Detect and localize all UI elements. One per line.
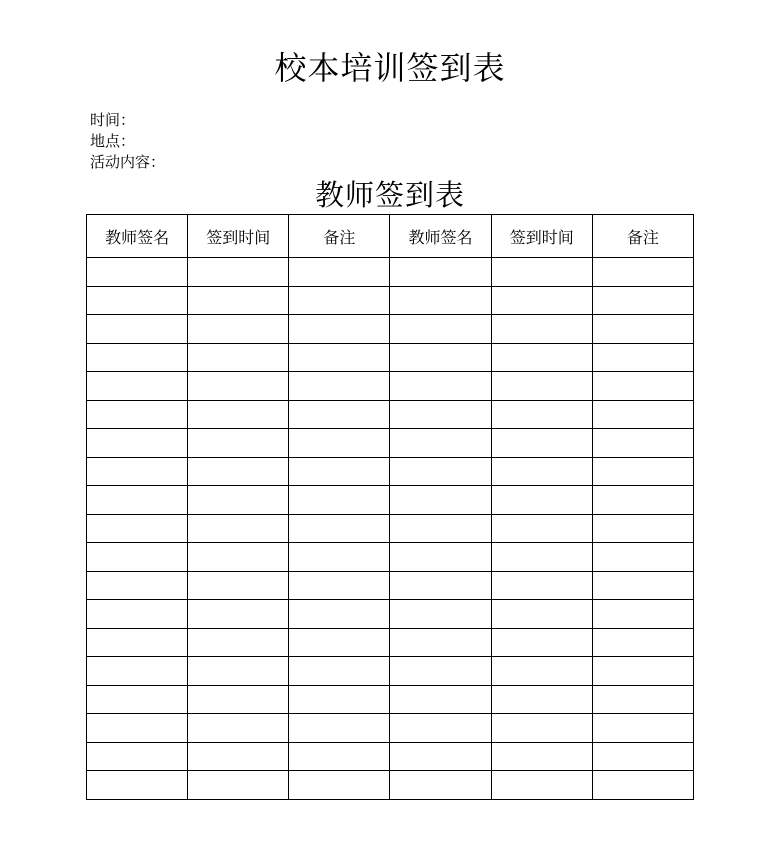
column-header-signin-time-1: 签到时间 <box>188 215 289 258</box>
table-cell <box>188 543 289 572</box>
table-cell <box>592 543 693 572</box>
table-cell <box>87 457 188 486</box>
table-cell <box>188 372 289 401</box>
table-cell <box>592 315 693 344</box>
table-cell <box>289 685 390 714</box>
table-cell <box>188 258 289 287</box>
table-cell <box>188 685 289 714</box>
table-cell <box>87 372 188 401</box>
table-row <box>87 372 694 401</box>
table-cell <box>289 514 390 543</box>
table-cell <box>87 600 188 629</box>
table-cell <box>491 400 592 429</box>
table-cell <box>491 343 592 372</box>
table-cell <box>87 429 188 458</box>
table-row <box>87 486 694 515</box>
table-cell <box>289 571 390 600</box>
table-cell <box>289 286 390 315</box>
table-cell <box>592 657 693 686</box>
table-cell <box>592 685 693 714</box>
table-cell <box>390 742 491 771</box>
table-cell <box>491 372 592 401</box>
column-header-teacher-signature-2: 教师签名 <box>390 215 491 258</box>
table-cell <box>87 486 188 515</box>
table-row <box>87 657 694 686</box>
table-cell <box>188 429 289 458</box>
table-cell <box>491 315 592 344</box>
table-cell <box>491 600 592 629</box>
signin-table <box>86 214 694 800</box>
table-row <box>87 600 694 629</box>
table-cell <box>390 258 491 287</box>
table-cell <box>188 286 289 315</box>
table-row <box>87 457 694 486</box>
table-cell <box>592 600 693 629</box>
table-cell <box>390 286 491 315</box>
table-cell <box>390 486 491 515</box>
table-row <box>87 714 694 743</box>
table-cell <box>87 657 188 686</box>
column-header-teacher-signature-1: 教师签名 <box>87 215 188 258</box>
table-cell <box>289 258 390 287</box>
table-cell <box>592 343 693 372</box>
table-cell <box>592 628 693 657</box>
table-cell <box>87 286 188 315</box>
table-row <box>87 543 694 572</box>
table-cell <box>87 315 188 344</box>
table-row <box>87 343 694 372</box>
table-body <box>87 258 694 800</box>
table-cell <box>87 543 188 572</box>
table-row <box>87 742 694 771</box>
table-cell <box>289 543 390 572</box>
info-block <box>90 110 165 173</box>
table-cell <box>289 600 390 629</box>
table-cell <box>491 286 592 315</box>
table-cell <box>390 600 491 629</box>
table-cell <box>592 571 693 600</box>
table-cell <box>87 685 188 714</box>
table-cell <box>390 514 491 543</box>
table-row <box>87 514 694 543</box>
table-cell <box>188 343 289 372</box>
table-cell <box>188 628 289 657</box>
table-cell <box>491 429 592 458</box>
table-cell <box>592 372 693 401</box>
column-header-signin-time-2: 签到时间 <box>491 215 592 258</box>
table-cell <box>390 429 491 458</box>
table-cell <box>491 685 592 714</box>
table-row <box>87 286 694 315</box>
table-cell <box>188 657 289 686</box>
table-cell <box>87 742 188 771</box>
table-cell <box>188 315 289 344</box>
table-row <box>87 771 694 800</box>
table-header-row <box>87 215 694 258</box>
table-cell <box>491 486 592 515</box>
table-row <box>87 571 694 600</box>
table-cell <box>188 457 289 486</box>
table-cell <box>390 343 491 372</box>
table-row <box>87 258 694 287</box>
table-cell <box>491 714 592 743</box>
table-cell <box>289 657 390 686</box>
table-cell <box>188 514 289 543</box>
table-cell <box>491 543 592 572</box>
table-cell <box>289 429 390 458</box>
table-cell <box>289 315 390 344</box>
table-cell <box>390 771 491 800</box>
table-cell <box>289 742 390 771</box>
table-cell <box>592 486 693 515</box>
table-cell <box>87 343 188 372</box>
table-cell <box>592 429 693 458</box>
table-cell <box>390 685 491 714</box>
table-cell <box>289 457 390 486</box>
table-cell <box>592 400 693 429</box>
column-header-remarks-2: 备注 <box>592 215 693 258</box>
table-cell <box>289 628 390 657</box>
table-cell <box>491 457 592 486</box>
content-label: 活动内容： <box>90 153 166 171</box>
table-cell <box>390 657 491 686</box>
table-cell <box>87 571 188 600</box>
table-cell <box>188 400 289 429</box>
table-cell <box>87 400 188 429</box>
table-title: 教师签到表 <box>314 178 465 212</box>
table-cell <box>87 258 188 287</box>
table-cell <box>592 514 693 543</box>
table-cell <box>491 657 592 686</box>
table-cell <box>592 742 693 771</box>
table-cell <box>188 571 289 600</box>
column-header-remarks-1: 备注 <box>289 215 390 258</box>
table-cell <box>289 400 390 429</box>
table-cell <box>289 771 390 800</box>
table-cell <box>491 742 592 771</box>
table-row <box>87 315 694 344</box>
time-label: 时间： <box>90 111 136 129</box>
table-cell <box>491 628 592 657</box>
table-cell <box>592 258 693 287</box>
table-cell <box>188 600 289 629</box>
table-cell <box>390 543 491 572</box>
table-cell <box>390 372 491 401</box>
table-cell <box>592 771 693 800</box>
table-cell <box>592 286 693 315</box>
table-row <box>87 429 694 458</box>
table-cell <box>188 771 289 800</box>
table-cell <box>390 400 491 429</box>
table-row <box>87 685 694 714</box>
document-title: 校本培训签到表 <box>274 49 506 87</box>
table-cell <box>87 514 188 543</box>
table-cell <box>390 315 491 344</box>
table-cell <box>289 486 390 515</box>
table-cell <box>188 742 289 771</box>
table-cell <box>592 457 693 486</box>
table-cell <box>491 514 592 543</box>
table-row <box>87 628 694 657</box>
table-cell <box>188 714 289 743</box>
table-cell <box>188 486 289 515</box>
table-cell <box>390 714 491 743</box>
table-cell <box>390 571 491 600</box>
table-cell <box>87 771 188 800</box>
table-cell <box>592 714 693 743</box>
table-cell <box>87 628 188 657</box>
table-cell <box>491 258 592 287</box>
table-cell <box>289 372 390 401</box>
table-cell <box>390 457 491 486</box>
table-cell <box>390 628 491 657</box>
table-row <box>87 400 694 429</box>
table-cell <box>289 343 390 372</box>
table-cell <box>289 714 390 743</box>
table-cell <box>491 571 592 600</box>
table-cell <box>87 714 188 743</box>
table-cell <box>491 771 592 800</box>
place-label: 地点： <box>90 132 136 150</box>
